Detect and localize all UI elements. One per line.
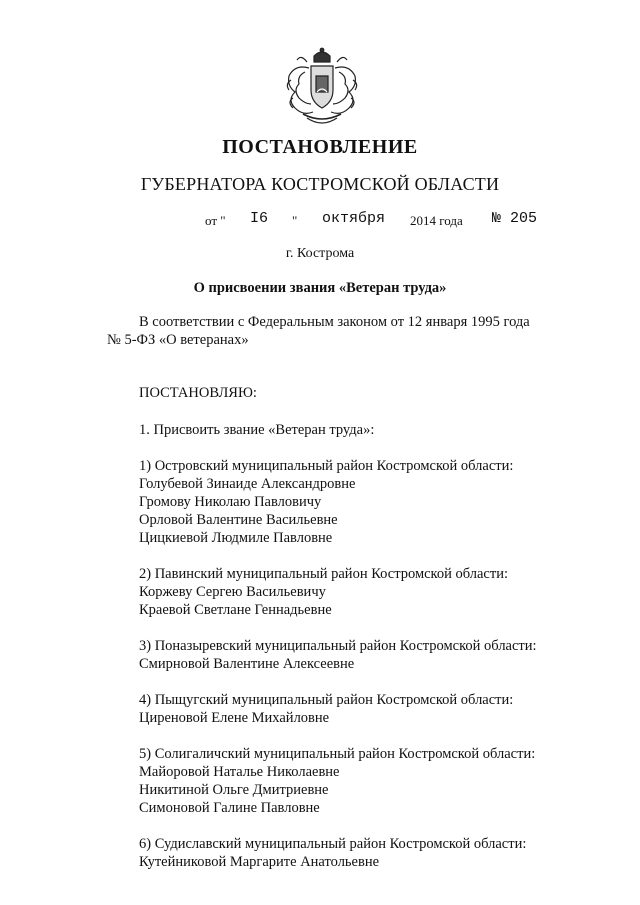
district-block — [107, 457, 567, 547]
date-month: октября — [322, 210, 386, 227]
district-heading: 1) Островский муниципальный район Костромской области: — [139, 458, 514, 474]
date-number-row — [0, 210, 640, 230]
document-title: ПОСТАНОВЛЕНИЕ — [222, 136, 418, 158]
decree-item-1: 1. Присвоить звание «Ветеран труда»: — [139, 422, 375, 438]
district-block — [107, 745, 567, 817]
coat-of-arms-emblem — [277, 46, 367, 130]
recipient-name: Орловой Валентине Васильевне — [139, 512, 338, 528]
recipient-name: Кутейниковой Маргарите Анатольевне — [139, 854, 380, 870]
district-heading: 2) Павинский муниципальный район Костромской области: — [139, 566, 508, 582]
date-day: I6 — [250, 210, 269, 227]
recipient-name: Голубевой Зинаиде Александровне — [139, 476, 356, 492]
recipient-name: Цицкиевой Людмиле Павловне — [139, 530, 333, 546]
district-heading: 3) Поназыревский муниципальный район Костромской области: — [139, 638, 537, 654]
date-quote-close: " — [292, 213, 298, 228]
city-line: г. Кострома — [285, 246, 355, 261]
district-block — [107, 835, 567, 871]
district-block — [107, 691, 567, 727]
district-block — [107, 565, 567, 619]
recipient-name: Циреновой Елене Михайловне — [139, 710, 330, 726]
district-heading: 5) Солигаличский муниципальный район Костромской области: — [139, 746, 536, 762]
document-subject: О присвоении звания «Ветеран труда» — [193, 280, 447, 296]
preamble-line: № 5-ФЗ «О ветеранах» — [107, 332, 249, 348]
recipient-name: Симоновой Галине Павловне — [139, 800, 320, 816]
recipient-name: Краевой Светлане Геннадьевне — [139, 602, 332, 618]
district-heading: 6) Судиславский муниципальный район Костромской области: — [139, 836, 527, 852]
document-body — [107, 313, 567, 871]
issuer-line: ГУБЕРНАТОРА КОСТРОМСКОЙ ОБЛАСТИ — [140, 174, 500, 194]
preamble-line: В соответствии с Федеральным законом от 12 января 1995 года — [139, 314, 530, 330]
recipient-name: Коржеву Сергею Васильевичу — [139, 584, 326, 600]
date-year: 2014 года — [410, 213, 463, 228]
district-heading: 4) Пыщугский муниципальный район Костромской области: — [139, 692, 514, 708]
preamble — [107, 313, 567, 349]
date-prefix: от " — [205, 213, 226, 228]
recipient-name: Смирновой Валентине Алексеевне — [139, 656, 355, 672]
district-list — [107, 457, 567, 871]
district-block — [107, 637, 567, 673]
recipient-name: Громову Николаю Павловичу — [139, 494, 322, 510]
document-number: № 205 — [492, 210, 538, 227]
decree-word: ПОСТАНОВЛЯЮ: — [139, 385, 257, 401]
recipient-name: Никитиной Ольге Дмитриевне — [139, 782, 329, 798]
recipient-name: Майоровой Наталье Николаевне — [139, 764, 340, 780]
